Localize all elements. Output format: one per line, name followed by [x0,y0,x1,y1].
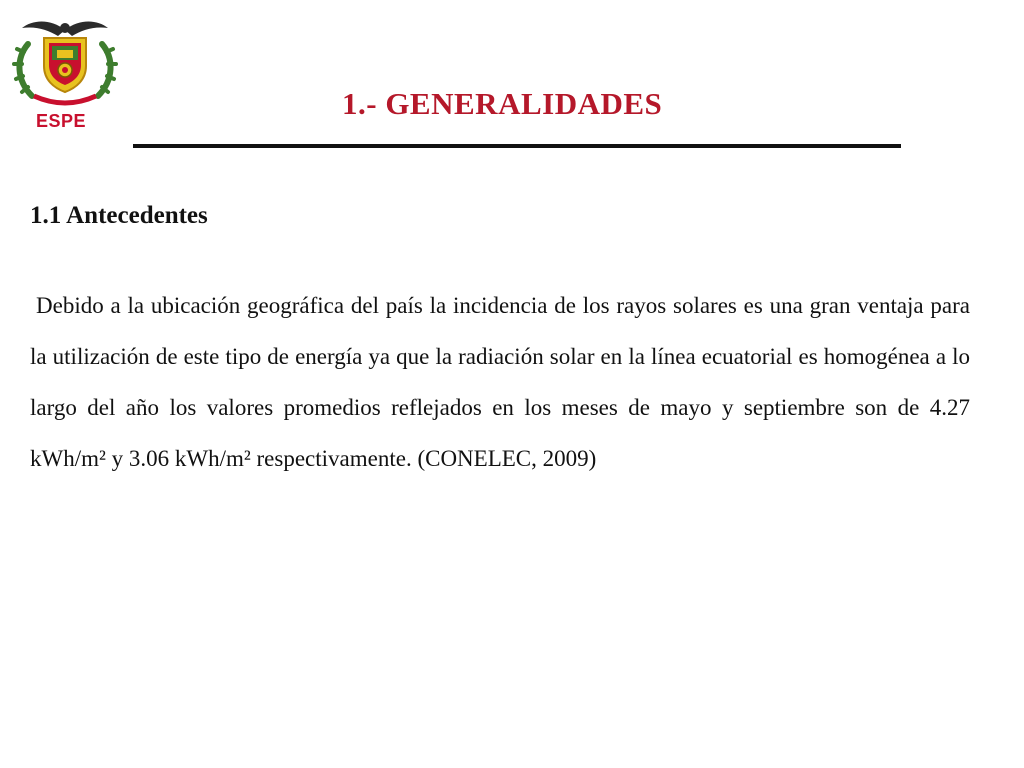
body-paragraph: Debido a la ubicación geográfica del país la incidencia de los rayos solares es una gran ventaja para la utilización de este tipo de energía ya que la radiación solar en la línea ecuatorial es homogénea a lo largo del año los valores promedios reflejados en los meses de mayo y septiembre son de 4.27 kWh/m² y 3.06 kWh/m² respectivamente. (CONELEC, 2009) [30,293,970,471]
logo-label: ESPE [36,111,87,131]
section-heading: 1.1 Antecedentes [30,202,208,229]
title-underline [133,144,901,148]
slide-title: 1.- GENERALIDADES [342,86,663,121]
espe-crest-logo [10,14,120,110]
